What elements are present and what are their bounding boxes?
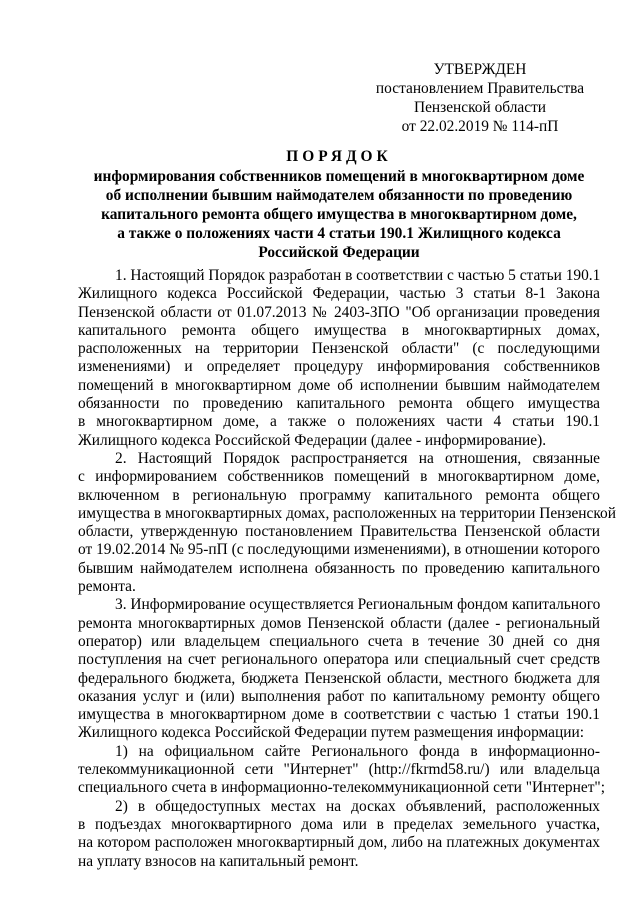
title-line: информирования собственников помещений в многоквартирном доме	[93, 168, 585, 185]
text-line: Жилищного кодекса Российской Федерации, частью 3 статьи 8-1 Закона	[78, 285, 600, 303]
text-line: капитального ремонта общего имущества в многоквартирных домах,	[78, 321, 600, 339]
text-line: Жилищного кодекса Российской Федерации (далее - информирование).	[78, 431, 547, 449]
approval-line: Пензенской области	[413, 99, 547, 116]
text-line: 1) на официальном сайте Регионального фонда в информационно-	[115, 742, 600, 760]
text-line: специального счета в информационно-телекоммуникационной сети "Интернет";	[78, 779, 605, 797]
text-line: на котором расположен многоквартирный дом, либо на платежных документах	[78, 834, 600, 852]
text-line: Жилищного кодекса Российской Федерации путем размещения информации:	[78, 724, 584, 742]
text-line: Пензенской области от 01.07.2013 № 2403-ЗПО "Об организации проведения	[78, 303, 600, 321]
document-body	[78, 267, 616, 871]
approval-line: постановлением Правительства	[375, 80, 585, 97]
approval-line: УТВЕРЖДЕН	[433, 61, 527, 78]
text-line: 2) в общедоступных местах на досках объявлений, расположенных	[115, 797, 600, 815]
text-line: федерального бюджета, бюджета Пензенской области, местного бюджета для	[78, 669, 600, 687]
text-line: 3. Информирование осуществляется Региональным фондом капитального	[115, 596, 601, 614]
text-line: с информированием собственников помещений в многоквартирном доме,	[78, 468, 600, 486]
paragraph-3-item-2	[78, 798, 600, 871]
text-line: помещений в многоквартирном доме об исполнении бывшим наймодателем	[78, 376, 600, 394]
text-line: 1. Настоящий Порядок разработан в соответствии с частью 5 статьи 190.1	[115, 267, 601, 284]
text-line: обязанности по проведению капитального ремонта общего имущества	[78, 395, 600, 413]
text-line: имущества в многоквартирных домах, расположенных на территории Пензенской	[78, 504, 616, 522]
text-line: оказания услуг и (или) выполнения работ по капитальному ремонту общего	[78, 687, 600, 705]
text-line: в многоквартирном доме, а также о положениях части 4 статьи 190.1	[78, 413, 600, 431]
approval-stamp	[330, 60, 630, 136]
text-line: оператор) или владельцем специального счета в течение 30 дней со дня	[78, 632, 600, 650]
text-line: 2. Настоящий Порядок распространяется на отношения, связанные	[115, 449, 600, 467]
title-line: об исполнении бывшим наймодателем обязанности по проведению	[105, 187, 573, 204]
title-line: а также о положениях части 4 статьи 190.1 Жилищного кодекса	[117, 225, 561, 242]
text-line: расположенных на территории Пензенской области" (с последующими	[78, 340, 600, 358]
document-title	[78, 147, 600, 262]
text-line: ремонта многоквартирных домов Пензенской области (далее - региональный	[78, 614, 600, 632]
text-line: включенном в региональную программу капитального ремонта общего	[78, 486, 600, 504]
paragraph-3	[78, 596, 600, 742]
approval-line: от 22.02.2019 № 114-пП	[401, 118, 559, 135]
text-line: области, утвержденную постановлением Правительства Пензенской области	[78, 523, 600, 541]
title-line: капитального ремонта общего имущества в многоквартирном доме,	[101, 206, 577, 223]
text-line: ремонта.	[78, 578, 136, 596]
text-line: изменениями) и определяет процедуру информирования собственников	[78, 358, 600, 376]
text-line: поступления на счет регионального оператора или специальный счет средств	[78, 651, 600, 669]
title-heading: ПОРЯДОК	[286, 148, 392, 165]
title-line: Российской Федерации	[258, 244, 420, 261]
text-line: на уплату взносов на капитальный ремонт.	[78, 852, 359, 870]
paragraph-2	[78, 449, 616, 596]
text-line: от 19.02.2014 № 95-пП (с последующими изменениями), в отношении которого	[78, 541, 600, 559]
text-line: имущества в многоквартирном доме в соответствии с частью 1 статьи 190.1	[78, 706, 600, 724]
text-line: телекоммуникационной сети "Интернет" (http://fkrmd58.ru/) или владельца	[78, 761, 600, 779]
paragraph-1	[78, 267, 600, 450]
paragraph-3-item-1	[78, 742, 605, 798]
text-line: в подъездах многоквартирного дома или в пределах земельного участка,	[78, 815, 600, 833]
text-line: бывшим наймодателем исполнена обязанность по проведению капитального	[78, 559, 600, 577]
